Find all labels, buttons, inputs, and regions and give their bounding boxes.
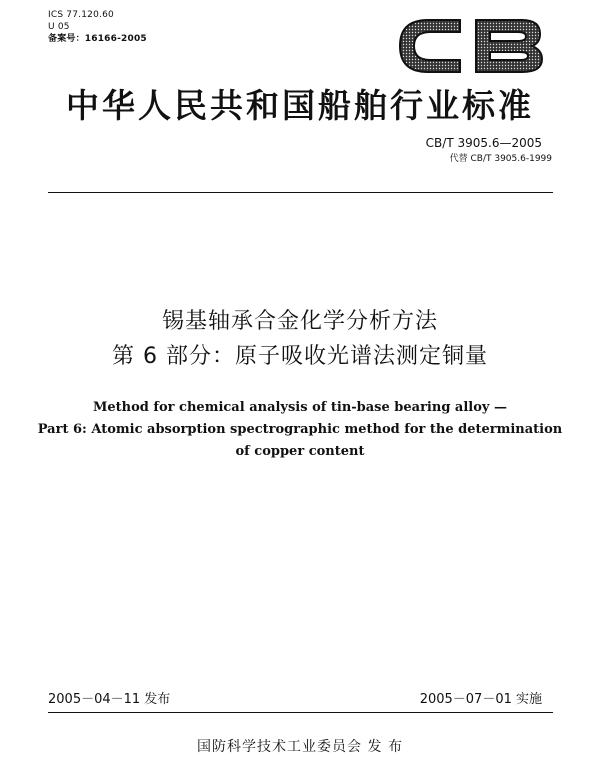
- english-title-line-2: Part 6: Atomic absorption spectrographic method for the determination: [37, 422, 563, 437]
- chinese-title-line-1: 锡基轴承合金化学分析方法: [161, 309, 438, 334]
- chinese-title-line-2: 第 6 部分：原子吸收光谱法测定铜量: [112, 344, 488, 369]
- english-title-line-3: of copper content: [235, 444, 365, 459]
- english-title-line-1: Method for chemical analysis of tin-base bearing alloy —: [93, 400, 507, 415]
- publisher: 国防科学技术工业委员会 发 布: [197, 739, 403, 755]
- implementation-date: 2005－07－01 实施: [419, 692, 542, 707]
- classification-code: U 05: [48, 22, 70, 32]
- standard-title: 中华人民共和国船舶行业标准: [66, 86, 534, 125]
- standard-code: CB/T 3905.6—2005: [425, 136, 542, 150]
- replaces-standard: 代替 CB/T 3905.6-1999: [449, 154, 552, 164]
- cb-logo: [390, 10, 550, 82]
- ics-code: ICS 77.120.60: [48, 10, 114, 20]
- footer-rule: [48, 712, 553, 713]
- header-rule: [48, 192, 553, 193]
- record-number: 备案号：16166-2005: [48, 34, 147, 44]
- issue-date: 2005－04－11 发布: [48, 692, 171, 707]
